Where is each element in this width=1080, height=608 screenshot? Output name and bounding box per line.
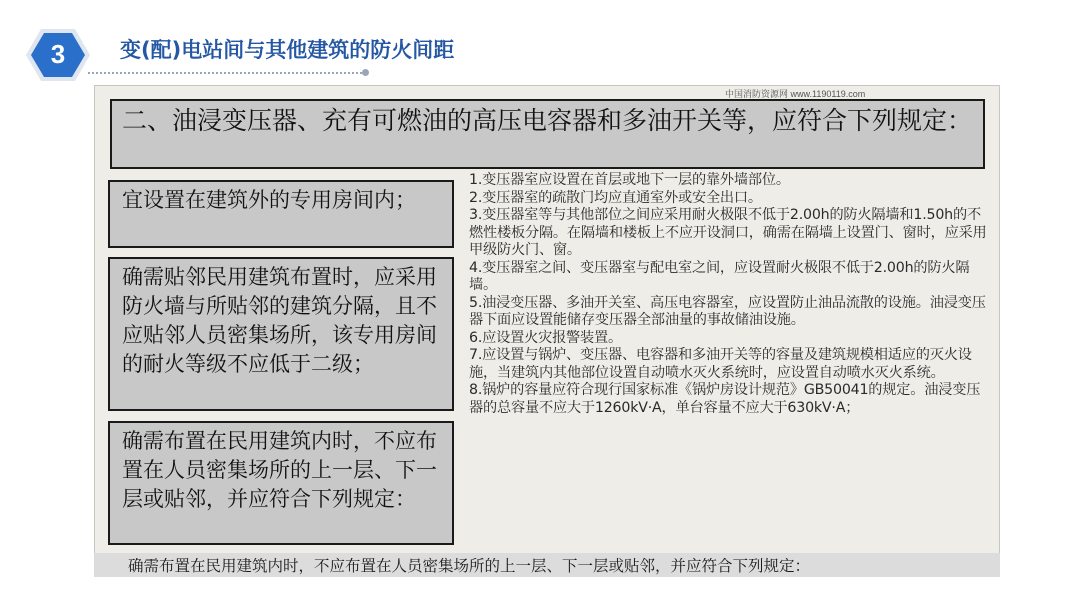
section-number-badge [22, 26, 94, 84]
footer-caption: 确需布置在民用建筑内时，不应布置在人员密集场所的上一层、下一层或贴邻，并应符合下列规定： [128, 557, 811, 575]
rule-item: 5.油浸变压器、多油开关室、高压电容器室，应设置防止油品流散的设施。油浸变压器下面应设置能储存变压器全部油量的事故储油设施。 [469, 294, 986, 328]
title-divider-dot [362, 69, 369, 76]
rule-item: 2.变压器室的疏散门均应直通室外或安全出口。 [469, 189, 762, 206]
section-number: 3 [50, 39, 66, 69]
requirement-box-3: 确需布置在民用建筑内时，不应布置在人员密集场所的上一层、下一层或贴邻，并应符合下列规定： [108, 421, 454, 545]
rule-item: 3.变压器室等与其他部位之间应采用耐火极限不低于2.00h的防火隔墙和1.50h的不燃性楼板分隔。在隔墙和楼板上不应开设洞口，确需在隔墙上设置门、窗时，应采用甲级防火门、窗。 [469, 207, 987, 258]
title-divider [88, 72, 366, 74]
requirement-box-2: 确需贴邻民用建筑布置时，应采用防火墙与所贴邻的建筑分隔，且不应贴邻人员密集场所，该专用房间的耐火等级不应低于二级； [108, 257, 454, 411]
source-watermark: 中国消防资源网 www.1190119.com [725, 89, 866, 99]
rule-item: 7.应设置与锅炉、变压器、电容器和多油开关等的容量及建筑规模相适应的灭火设施，当建筑内其他部位设置自动喷水灭火系统时，应设置自动喷水灭火系统。 [469, 347, 972, 381]
regulation-header: 二、油浸变压器、充有可燃油的高压电容器和多油开关等，应符合下列规定： [110, 99, 985, 169]
rule-item: 6.应设置火灾报警装置。 [469, 329, 623, 346]
requirement-box-1: 宜设置在建筑外的专用房间内； [108, 180, 454, 248]
rules-list [469, 172, 991, 417]
slide-title: 变(配)电站间与其他建筑的防火间距 [120, 38, 455, 62]
rule-item: 8.锅炉的容量应符合现行国家标准《锅炉房设计规范》GB50041的规定。油浸变压器的总容量不应大于1260kV·A，单台容量不应大于630kV·A； [469, 382, 981, 416]
rule-item: 4.变压器室之间、变压器室与配电室之间，应设置耐火极限不低于2.00h的防火隔墙。 [469, 259, 970, 293]
rule-item: 1.变压器室应设置在首层或地下一层的靠外墙部位。 [469, 172, 790, 188]
